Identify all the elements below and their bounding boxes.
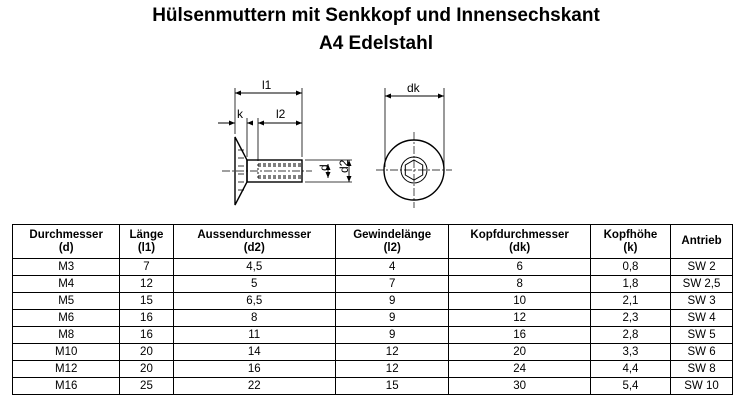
table-cell: 1,8 — [590, 276, 670, 293]
table-cell: 9 — [335, 327, 448, 344]
table-cell: 16 — [120, 310, 173, 327]
table-cell: 6,5 — [173, 293, 335, 310]
table-cell: 6 — [449, 259, 590, 276]
page-subtitle: A4 Edelstahl — [318, 33, 434, 54]
front-view — [376, 88, 452, 208]
label-d: d — [317, 164, 331, 171]
side-view — [218, 88, 352, 205]
table-cell: SW 2 — [671, 259, 733, 276]
table-cell: 9 — [335, 310, 448, 327]
table-cell: 7 — [120, 259, 173, 276]
table-cell: SW 4 — [671, 310, 733, 327]
header-gewindelaenge: Gewindelänge (l2) — [335, 225, 448, 259]
table-cell: 11 — [173, 327, 335, 344]
table-cell: 10 — [449, 293, 590, 310]
table-cell: 5,4 — [590, 378, 670, 395]
header-antrieb: Antrieb — [671, 225, 733, 259]
table-cell: M10 — [13, 344, 120, 361]
table-cell: SW 6 — [671, 344, 733, 361]
table-row — [13, 361, 733, 378]
table-cell: 16 — [173, 361, 335, 378]
table-cell: 4,4 — [590, 361, 670, 378]
table-cell: 14 — [173, 344, 335, 361]
table-row — [13, 378, 733, 395]
table-cell: SW 3 — [671, 293, 733, 310]
table-cell: 20 — [120, 344, 173, 361]
table-cell: 25 — [120, 378, 173, 395]
table-cell: 12 — [449, 310, 590, 327]
header-aussendurchmesser: Aussendurchmesser (d2) — [173, 225, 335, 259]
header-laenge: Länge (l1) — [120, 225, 173, 259]
table-cell: 12 — [335, 361, 448, 378]
page-title: Hülsenmuttern mit Senkkopf und Innensechskant — [152, 5, 600, 26]
table-cell: M16 — [13, 378, 120, 395]
table-cell: 15 — [120, 293, 173, 310]
specification-table — [12, 224, 733, 395]
table-row — [13, 293, 733, 310]
table-row — [13, 310, 733, 327]
table-cell: 12 — [335, 344, 448, 361]
label-dk: dk — [407, 81, 420, 95]
table-cell: 4 — [335, 259, 448, 276]
table-cell: 9 — [335, 293, 448, 310]
table-cell: 30 — [449, 378, 590, 395]
table-cell: 8 — [173, 310, 335, 327]
table-cell: M5 — [13, 293, 120, 310]
label-l1: l1 — [262, 78, 272, 92]
table-row — [13, 259, 733, 276]
table-cell: M12 — [13, 361, 120, 378]
label-k: k — [237, 107, 243, 121]
table-cell: 7 — [335, 276, 448, 293]
table-cell: 5 — [173, 276, 335, 293]
table-row — [13, 276, 733, 293]
table-cell: M4 — [13, 276, 120, 293]
table-cell: 8 — [449, 276, 590, 293]
table-cell: SW 5 — [671, 327, 733, 344]
table-row — [13, 344, 733, 361]
header-kopfdurchmesser: Kopfdurchmesser (dk) — [449, 225, 590, 259]
table-cell: 3,3 — [590, 344, 670, 361]
table-row — [13, 327, 733, 344]
table-cell: SW 8 — [671, 361, 733, 378]
table-cell: 20 — [120, 361, 173, 378]
table-cell: 2,1 — [590, 293, 670, 310]
header-kopfhoehe: Kopfhöhe (k) — [590, 225, 670, 259]
table-cell: 16 — [449, 327, 590, 344]
table-cell: M6 — [13, 310, 120, 327]
table-cell: 22 — [173, 378, 335, 395]
table-cell: M8 — [13, 327, 120, 344]
label-d2: d2 — [337, 159, 351, 173]
table-cell: 2,3 — [590, 310, 670, 327]
table-cell: SW 10 — [671, 378, 733, 395]
table-header-row — [13, 225, 733, 259]
table-cell: 15 — [335, 378, 448, 395]
table-cell: SW 2,5 — [671, 276, 733, 293]
header-durchmesser: Durchmesser (d) — [13, 225, 120, 259]
table-cell: 12 — [120, 276, 173, 293]
table-cell: 24 — [449, 361, 590, 378]
table-cell: 20 — [449, 344, 590, 361]
table-cell: M3 — [13, 259, 120, 276]
table-cell: 4,5 — [173, 259, 335, 276]
table-cell: 0,8 — [590, 259, 670, 276]
label-l2: l2 — [276, 107, 286, 121]
table-cell: 2,8 — [590, 327, 670, 344]
table-cell: 16 — [120, 327, 173, 344]
